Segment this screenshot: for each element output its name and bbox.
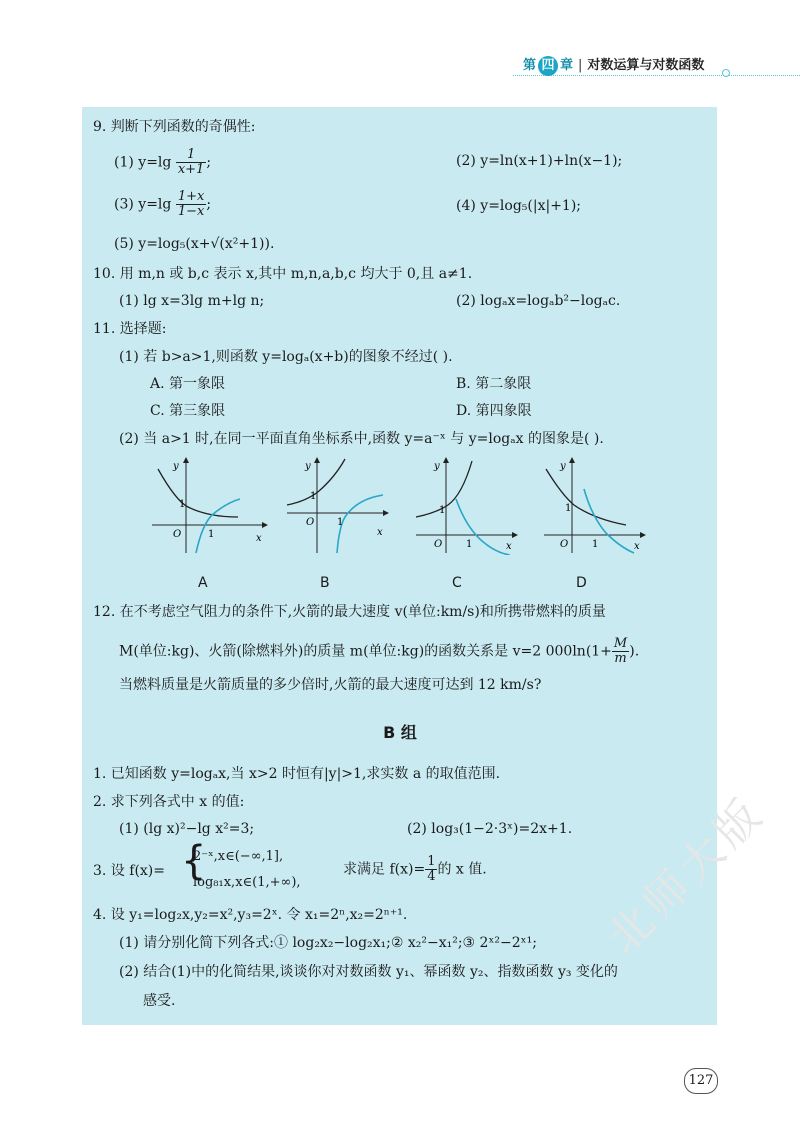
graph-c-origin: O xyxy=(434,539,443,550)
q10-part2: (2) logₐx=logₐb²−logₐc. xyxy=(456,293,621,309)
graph-c-log-curve xyxy=(456,499,510,555)
graph-b-y-one: 1 xyxy=(310,491,317,502)
graph-a-x-one: 1 xyxy=(208,529,215,540)
graph-b-x-arrow xyxy=(383,510,389,516)
b3-pre: 3. 设 f(x)= xyxy=(93,863,165,879)
publisher-watermark: 北师大版 xyxy=(597,786,776,964)
b3-case2: log₈₁x,x∈(1,+∞), xyxy=(193,875,301,890)
q9-p3-post: ; xyxy=(206,196,212,213)
q9-p1-pre: (1) y=lg xyxy=(114,154,172,171)
chapter-prefix: 第 xyxy=(523,58,537,73)
graph-label-a: A xyxy=(198,575,208,591)
graph-a-y-arrow xyxy=(183,457,189,463)
graph-d-x-arrow xyxy=(640,532,646,538)
chapter-title: 对数运算与对数函数 xyxy=(587,58,705,73)
q9-stem: 9. 判断下列函数的奇偶性: xyxy=(93,119,256,135)
graph-c xyxy=(412,455,532,555)
b3-fraction xyxy=(425,855,437,884)
b4-part2-line2: 感受. xyxy=(143,993,176,1009)
graph-a-log-curve xyxy=(196,499,240,553)
graph-d-x-one: 1 xyxy=(592,539,599,550)
q9-part5: (5) y=log₅(x+√(x²+1)). xyxy=(114,236,275,252)
chapter-label xyxy=(523,54,704,76)
graph-d-y-one: 1 xyxy=(565,503,572,514)
b3-case1: 2⁻ˣ,x∈(−∞,1], xyxy=(193,849,284,864)
q12-num: M xyxy=(613,636,628,651)
graph-a-origin: O xyxy=(173,529,182,540)
graph-a-exp-curve xyxy=(158,469,238,517)
q9-part1 xyxy=(114,148,211,177)
chapter-header xyxy=(523,52,800,76)
q9-part4: (4) y=log₅(|x|+1); xyxy=(456,198,582,214)
q11-option-a: A. 第一象限 xyxy=(150,376,226,392)
q12-l2-post: ). xyxy=(629,643,640,660)
q9-p3-pre: (3) y=lg xyxy=(114,196,172,213)
q9-p1-post: ; xyxy=(206,154,212,171)
b1-text: 1. 已知函数 y=logₐx,当 x>2 时恒有|y|>1,求实数 a 的取值范围. xyxy=(93,766,501,782)
q11-sub2: (2) 当 a>1 时,在同一平面直角坐标系中,函数 y=a⁻ˣ 与 y=logₐx 的图象是( ). xyxy=(119,431,604,447)
q9-p1-fraction xyxy=(176,148,207,177)
q9-part3 xyxy=(114,190,211,219)
graph-label-b: B xyxy=(320,575,330,591)
b4-part2-line1: (2) 结合(1)中的化简结果,谈谈你对对数函数 y₁、幂函数 y₂、指数函数 y₃ 变化的 xyxy=(119,964,618,980)
q12-line3: 当燃料质量是火箭质量的多少倍时,火箭的最大速度可达到 12 km/s? xyxy=(119,677,542,693)
graph-b-y-arrow xyxy=(314,457,320,463)
graph-c-y-label: y xyxy=(434,461,440,472)
graph-d xyxy=(540,455,660,555)
q12-fraction xyxy=(612,637,629,666)
q9-p3-num: 1+x xyxy=(177,189,205,204)
q11-sub1: (1) 若 b>a>1,则函数 y=logₐ(x+b)的图象不经过( ). xyxy=(119,349,453,365)
b3-brace: { xyxy=(181,838,207,884)
group-b-heading: B 组 xyxy=(383,723,417,742)
b3-tail xyxy=(343,855,487,884)
q12-line2 xyxy=(119,637,639,666)
graph-a-y-label: y xyxy=(173,461,179,472)
graph-b-x-one: 1 xyxy=(337,517,344,528)
graph-d-y-arrow xyxy=(569,457,575,463)
q9-p1-num: 1 xyxy=(176,148,207,163)
graph-label-c: C xyxy=(452,575,462,591)
graph-c-y-arrow xyxy=(443,457,449,463)
q11-option-b: B. 第二象限 xyxy=(456,376,532,392)
graph-b-log-curve xyxy=(337,495,383,553)
header-separator: | xyxy=(578,58,583,73)
graph-a-y-one: 1 xyxy=(179,499,186,510)
b3-mid: 求满足 f(x)= xyxy=(343,861,426,878)
q9-p3-den: 1−x xyxy=(177,204,205,219)
chapter-number-badge: 四 xyxy=(538,56,558,76)
graph-a-x-label: x xyxy=(256,533,262,544)
b3-den: 4 xyxy=(427,869,436,884)
page-number: 127 xyxy=(684,1068,718,1094)
q9-part2: (2) y=ln(x+1)+ln(x−1); xyxy=(456,153,623,169)
q9-p3-fraction xyxy=(176,190,207,219)
q11-stem: 11. 选择题: xyxy=(93,321,167,337)
b4-stem: 4. 设 y₁=log₂x,y₂=x²,y₃=2ˣ. 令 x₁=2ⁿ,x₂=2ⁿ⁺¹. xyxy=(93,907,408,923)
graph-b-x-label: x xyxy=(377,527,383,538)
graph-c-x-one: 1 xyxy=(466,539,473,550)
b3-num: 1 xyxy=(427,854,436,869)
graph-b-y-label: y xyxy=(305,461,311,472)
graph-d-x-label: x xyxy=(634,541,640,552)
q12-den: m xyxy=(614,651,627,666)
b2-part1: (1) (lg x)²−lg x²=3; xyxy=(119,821,255,837)
graph-a-x-arrow xyxy=(262,522,268,528)
graph-d-origin: O xyxy=(560,539,569,550)
chapter-suffix: 章 xyxy=(560,58,574,73)
q9-p1-den: x+1 xyxy=(177,162,205,177)
q12-line1: 12. 在不考虑空气阻力的条件下,火箭的最大速度 v(单位:km/s)和所携带燃料的质量 xyxy=(93,604,606,620)
q11-option-d: D. 第四象限 xyxy=(456,403,532,419)
q10-stem: 10. 用 m,n 或 b,c 表示 x,其中 m,n,a,b,c 均大于 0,且 a≠1. xyxy=(93,266,473,282)
graph-c-x-label: x xyxy=(506,541,512,552)
header-rule-dot xyxy=(722,69,730,77)
graph-c-y-one: 1 xyxy=(439,505,446,516)
b2-part2: (2) log₃(1−2·3ˣ)=2x+1. xyxy=(407,821,573,837)
graph-label-d: D xyxy=(576,575,587,591)
b4-part1: (1) 请分别化简下列各式:① log₂x₂−log₂x₁;② x₂²−x₁²;③ 2ˣ²−2ˣ¹; xyxy=(119,935,537,951)
graph-b-origin: O xyxy=(306,517,315,528)
graph-c-x-arrow xyxy=(512,532,518,538)
b3-post: 的 x 值. xyxy=(437,861,487,878)
q11-option-c: C. 第三象限 xyxy=(150,403,226,419)
q12-l2-pre: M(单位:kg)、火箭(除燃料外)的质量 m(单位:kg)的函数关系是 v=2 000ln(1+ xyxy=(119,643,612,660)
graph-b xyxy=(283,455,403,555)
q10-part1: (1) lg x=3lg m+lg n; xyxy=(119,293,265,309)
graph-d-y-label: y xyxy=(560,461,566,472)
b2-stem: 2. 求下列各式中 x 的值: xyxy=(93,794,245,810)
graph-a xyxy=(148,455,268,555)
